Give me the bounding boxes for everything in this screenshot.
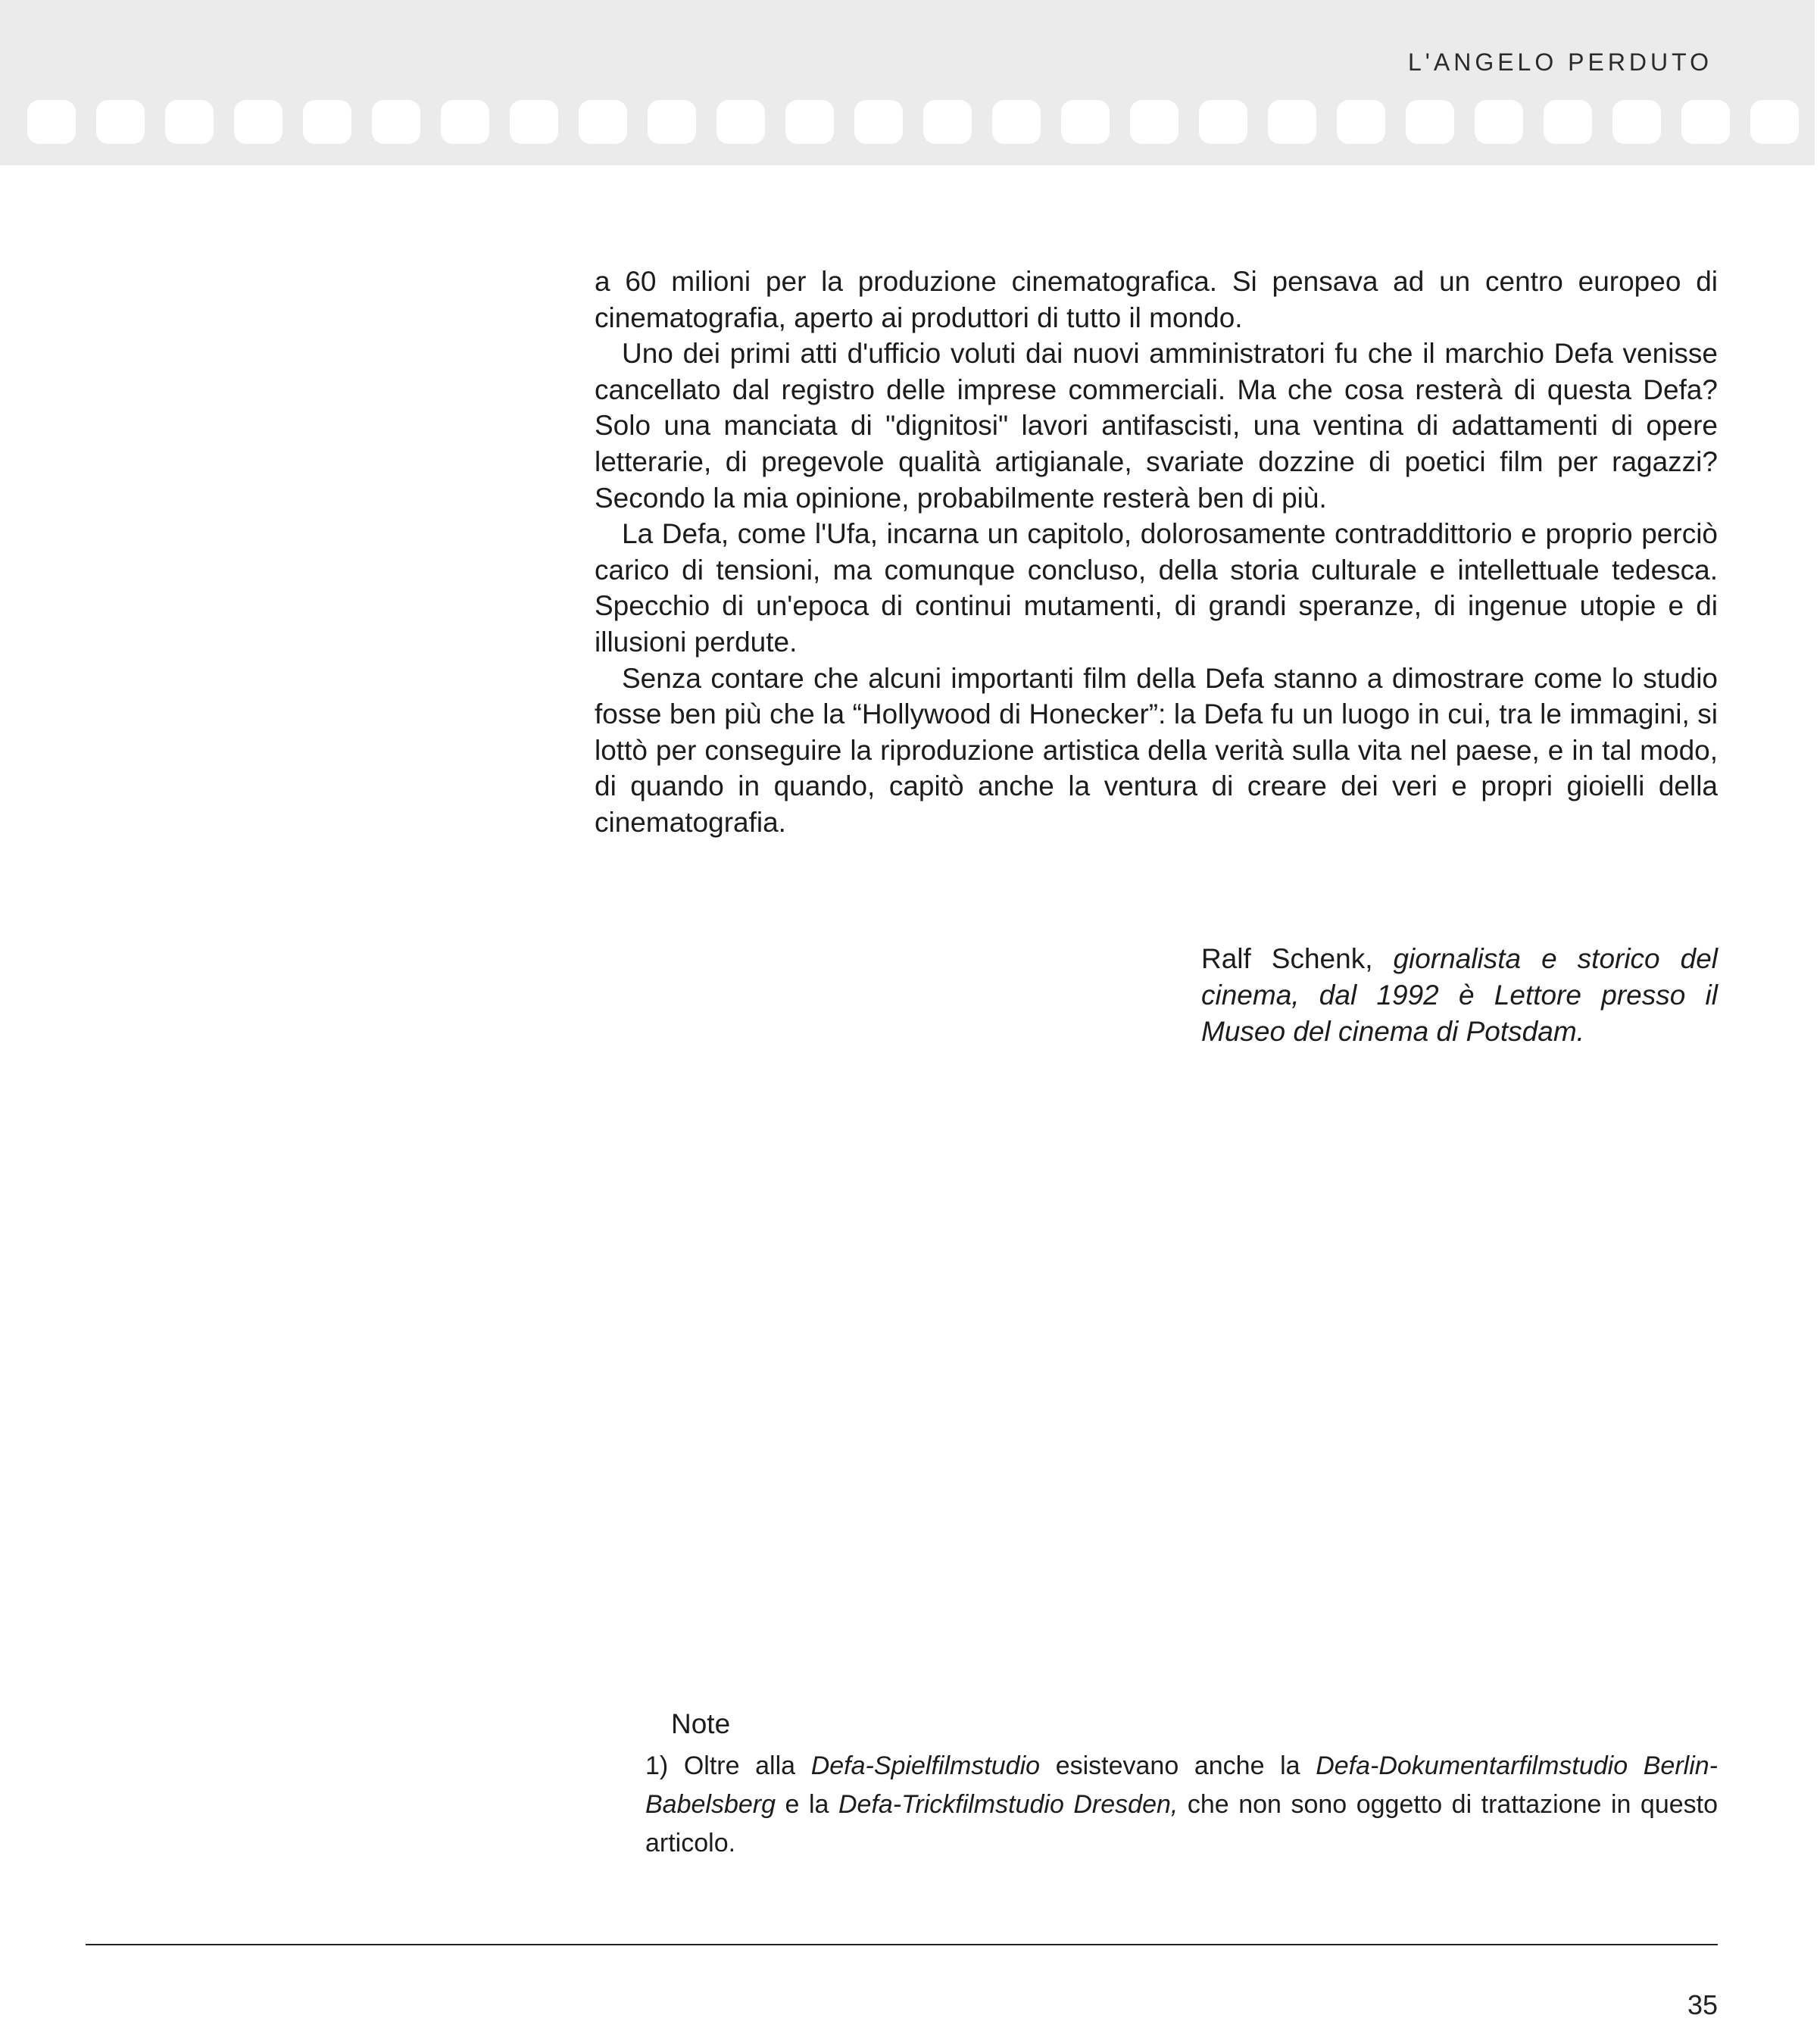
note-item (645, 1747, 1718, 1863)
film-perforation (923, 100, 972, 144)
running-title: L'ANGELO PERDUTO (1407, 48, 1712, 76)
footer-rule (86, 1944, 1718, 1945)
film-perforation (1199, 100, 1247, 144)
film-perforation (1681, 100, 1730, 144)
film-perforation (648, 100, 696, 144)
paragraph: Uno dei primi atti d'ufficio voluti dai nuovi amministratori fu che il marchio Defa venisse cancellato dal registro delle imprese commerciali. Ma che cosa resterà di questa Defa? Solo una manciata di "dignitosi" lavori antifascisti, una ventina di adattamenti di opere letterarie, di pregevole qualità artigianale, svariate dozzine di poetici film per ragazzi? Secondo la mia opinione, probabilmente resterà ben di più. (595, 338, 1718, 514)
note-number: 1) (645, 1751, 669, 1780)
note-text: Oltre alla (683, 1751, 796, 1780)
film-perforation (1544, 100, 1592, 144)
note-studio-name: Defa-Dokumentarfilmstudio Berlin-Babelsberg (645, 1751, 1718, 1819)
notes-title: Note (671, 1708, 731, 1739)
film-perforation (1061, 100, 1110, 144)
film-perforation (785, 100, 834, 144)
film-perforation (1612, 100, 1661, 144)
film-perforation (854, 100, 903, 144)
note-text: esistevano anche la (1055, 1751, 1300, 1780)
film-perforation (372, 100, 420, 144)
film-perforation (303, 100, 351, 144)
film-perforation (165, 100, 214, 144)
note-studio-name: Defa-Spielfilmstudio (810, 1751, 1041, 1780)
film-perforation (1337, 100, 1385, 144)
note-studio-name: Defa-Trickfilmstudio Dresden, (838, 1790, 1178, 1819)
note-text: che non sono oggetto di trattazione in questo articolo. (645, 1790, 1719, 1857)
film-perforation (27, 100, 76, 144)
film-perforation (1750, 100, 1799, 144)
author-signature (1201, 941, 1718, 1050)
page-number: 35 (1687, 1989, 1718, 2020)
note-text: e la (785, 1790, 829, 1819)
paragraph: Senza contare che alcuni importanti film della Defa stanno a dimostrare come lo studio fosse ben più che la “Hollywood di Honecker”: la Defa fu un luogo in cui, tra le immagini, si lottò per conseguire la riproduzione artistica della verità sulla vita nel paese, e in tal modo, di quando in quando, capitò anche la ventura di creare dei veri e propri gioielli della cinematografia. (595, 662, 1718, 838)
film-strip-header (0, 0, 1815, 165)
film-perforation (716, 100, 765, 144)
film-perforation (96, 100, 145, 144)
article-body (595, 264, 1718, 841)
film-perforation (1475, 100, 1523, 144)
film-perforation (1406, 100, 1454, 144)
film-perforation (510, 100, 558, 144)
film-perforation (1130, 100, 1178, 144)
paragraph: La Defa, come l'Ufa, incarna un capitolo, dolorosamente contraddittorio e proprio perciò carico di tensioni, ma comunque concluso, della storia culturale e intellettuale tedesca. Specchio di un'epoca di continui mutamenti, di grandi speranze, di ingenue utopie e di illusioni perdute. (595, 518, 1718, 658)
film-perforation (234, 100, 283, 144)
paragraph: a 60 milioni per la produzione cinematografica. Si pensava ad un centro europeo di cinematografia, aperto ai produttori di tutto il mondo. (595, 266, 1718, 333)
author-name: Ralf Schenk, (1201, 943, 1373, 974)
film-perforation (992, 100, 1041, 144)
author-role: giornalista e storico del cinema, dal 1992 è Lettore presso il Museo del cinema di Potsdam. (1201, 943, 1718, 1047)
notes-section (645, 1706, 1718, 1863)
film-perforations (0, 100, 1815, 144)
film-perforation (1268, 100, 1316, 144)
film-perforation (441, 100, 489, 144)
film-perforation (579, 100, 627, 144)
